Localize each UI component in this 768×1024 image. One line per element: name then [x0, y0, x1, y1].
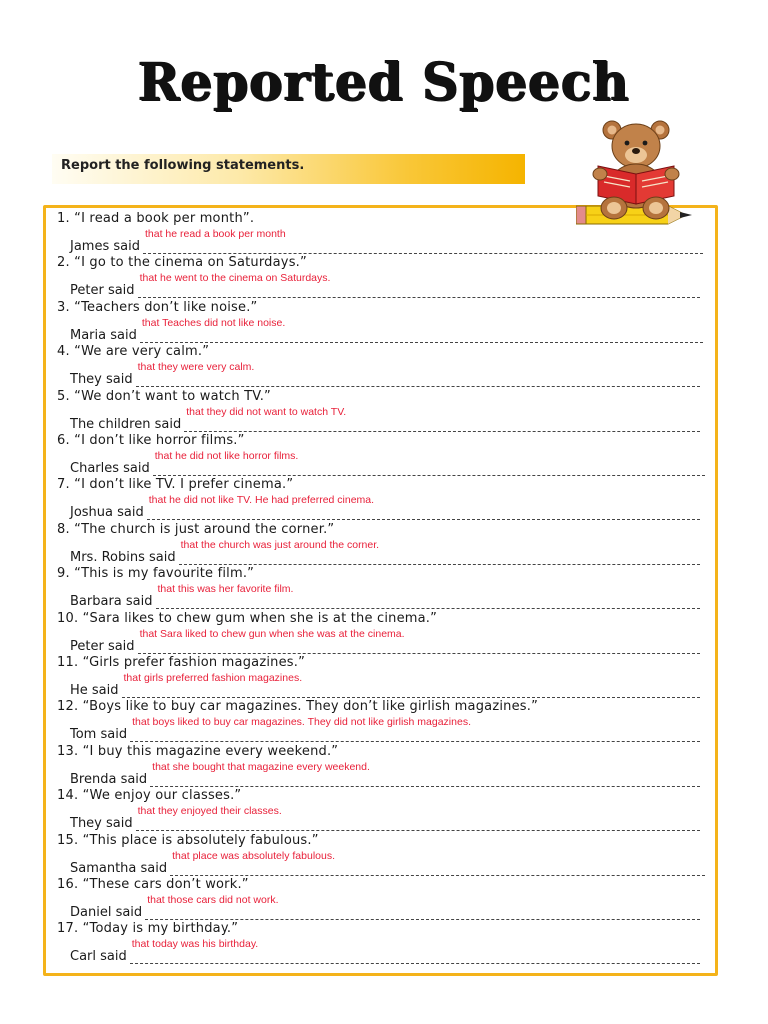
speaker-label: Peter said: [70, 638, 135, 654]
statement-text: 14. “We enjoy our classes.”: [57, 788, 242, 804]
answer-line: [70, 228, 703, 254]
speaker-label: Daniel said: [70, 905, 143, 920]
exercise-item: [57, 921, 700, 965]
statement-text: 1. “I read a book per month”.: [57, 211, 255, 226]
exercise-item: [57, 655, 700, 699]
speaker-label: Maria said: [70, 327, 137, 343]
answer-blank[interactable]: [140, 316, 703, 343]
answer-blank[interactable]: [136, 361, 700, 387]
handwritten-answer: that Sara liked to chew gun when she was at the cinema.: [139, 627, 405, 640]
exercise-item: [57, 699, 700, 743]
handwritten-answer: that boys liked to buy car magazines. They did not like girlish magazines.: [132, 716, 471, 729]
speaker-label: Charles said: [70, 461, 150, 476]
answer-line: [70, 316, 703, 343]
instruction-text: Report the following statements.: [61, 158, 305, 173]
statement-text: 5. “We don’t want to watch TV.”: [57, 388, 271, 404]
handwritten-answer: that place was absolutely fabulous.: [172, 849, 335, 862]
speaker-label: Carl said: [70, 949, 127, 965]
answer-line: [70, 583, 700, 610]
answer-line: [70, 716, 700, 743]
answer-blank[interactable]: [156, 583, 701, 609]
handwritten-answer: that those cars did not work.: [147, 894, 279, 906]
exercise-item: [57, 611, 700, 655]
answer-line: [70, 361, 700, 388]
speaker-label: They said: [70, 816, 133, 832]
exercise-item: [57, 477, 700, 521]
speaker-label: James said: [70, 239, 140, 254]
statement-text: 12. “Boys like to buy car magazines. They don’t like girlish magazines.”: [57, 699, 539, 715]
answer-line: [70, 760, 700, 787]
instruction-banner: [52, 154, 525, 184]
exercise-item: [57, 255, 700, 299]
speaker-label: They said: [70, 372, 133, 388]
statement-text: 6. “I don’t like horror films.”: [57, 433, 245, 448]
handwritten-answer: that the church was just around the corner.: [180, 538, 380, 551]
handwritten-answer: that he read a book per month: [144, 228, 286, 240]
answer-blank[interactable]: [130, 938, 700, 964]
speaker-label: Brenda said: [70, 771, 148, 787]
statement-text: 7. “I don’t like TV. I prefer cinema.”: [57, 477, 294, 493]
statement-text: 4. “We are very calm.”: [57, 344, 210, 360]
answer-blank[interactable]: [153, 450, 705, 476]
answer-blank[interactable]: [143, 228, 703, 254]
answer-line: [70, 450, 705, 476]
statement-text: 17. “Today is my birthday.”: [57, 921, 239, 937]
statement-text: 9. “This is my favourite film.”: [57, 566, 255, 582]
exercise-item: [57, 300, 703, 344]
handwritten-answer: that they did not want to watch TV.: [186, 405, 347, 418]
answer-blank[interactable]: [150, 760, 700, 787]
answer-line: [70, 627, 700, 654]
speaker-label: Joshua said: [70, 505, 144, 521]
statement-text: 8. “The church is just around the corner.”: [57, 521, 335, 537]
answer-line: [70, 938, 700, 965]
handwritten-answer: that he went to the cinema on Saturdays.: [139, 272, 331, 285]
exercise-item: [57, 788, 700, 832]
speaker-label: Samantha said: [70, 860, 168, 876]
handwritten-answer: that she bought that magazine every weekend.: [152, 760, 370, 773]
answer-line: [70, 494, 700, 521]
speaker-label: Tom said: [70, 727, 128, 743]
answer-blank[interactable]: [138, 272, 700, 298]
speaker-label: Mrs. Robins said: [70, 549, 176, 565]
statement-text: 2. “I go to the cinema on Saturdays.”: [57, 255, 307, 271]
speaker-label: Barbara said: [70, 594, 153, 610]
answer-blank[interactable]: [184, 405, 700, 432]
answer-line: [70, 672, 700, 698]
answer-blank[interactable]: [145, 894, 700, 920]
statement-text: 13. “I buy this magazine every weekend.”: [57, 743, 339, 759]
handwritten-answer: that they were very calm.: [137, 361, 255, 374]
speaker-label: The children said: [70, 416, 182, 432]
answer-line: [70, 849, 705, 876]
answer-line: [70, 405, 700, 432]
handwritten-answer: that they enjoyed their classes.: [137, 805, 282, 818]
handwritten-answer: that he did not like horror films.: [154, 450, 299, 462]
speaker-label: Peter said: [70, 283, 135, 299]
answer-blank[interactable]: [138, 627, 700, 654]
exercise-item: [57, 522, 700, 566]
handwritten-answer: that this was her favorite film.: [157, 583, 294, 596]
answer-blank[interactable]: [179, 538, 700, 565]
statement-text: 11. “Girls prefer fashion magazines.”: [57, 655, 306, 670]
statement-text: 16. “These cars don’t work.”: [57, 877, 249, 892]
exercise-item: [57, 433, 705, 477]
exercise-item: [57, 344, 700, 388]
handwritten-answer: that he did not like TV. He had preferred cinema.: [148, 494, 375, 507]
page-title: Reported Speech: [138, 50, 630, 113]
exercise-item: [57, 744, 700, 788]
speaker-label: He said: [70, 683, 119, 698]
statement-text: 3. “Teachers don’t like noise.”: [57, 299, 258, 315]
exercise-item: [57, 833, 705, 877]
answer-line: [70, 805, 700, 832]
exercise-item: [57, 877, 700, 921]
handwritten-answer: that girls preferred fashion magazines.: [123, 672, 303, 684]
answer-blank[interactable]: [130, 716, 700, 742]
handwritten-answer: that today was his birthday.: [131, 938, 259, 951]
answer-blank[interactable]: [122, 672, 700, 698]
answer-blank[interactable]: [170, 849, 705, 876]
answer-blank[interactable]: [136, 805, 700, 831]
answer-line: [70, 538, 700, 565]
statement-text: 10. “Sara likes to chew gum when she is at the cinema.”: [57, 610, 438, 626]
exercise-item: [57, 566, 700, 610]
answer-blank[interactable]: [147, 494, 700, 520]
statement-text: 15. “This place is absolutely fabulous.”: [57, 832, 319, 848]
exercise-item: [57, 389, 700, 433]
answer-line: [70, 272, 700, 299]
exercise-item: [57, 211, 703, 255]
answer-line: [70, 894, 700, 920]
handwritten-answer: that Teaches did not like noise.: [141, 316, 286, 329]
